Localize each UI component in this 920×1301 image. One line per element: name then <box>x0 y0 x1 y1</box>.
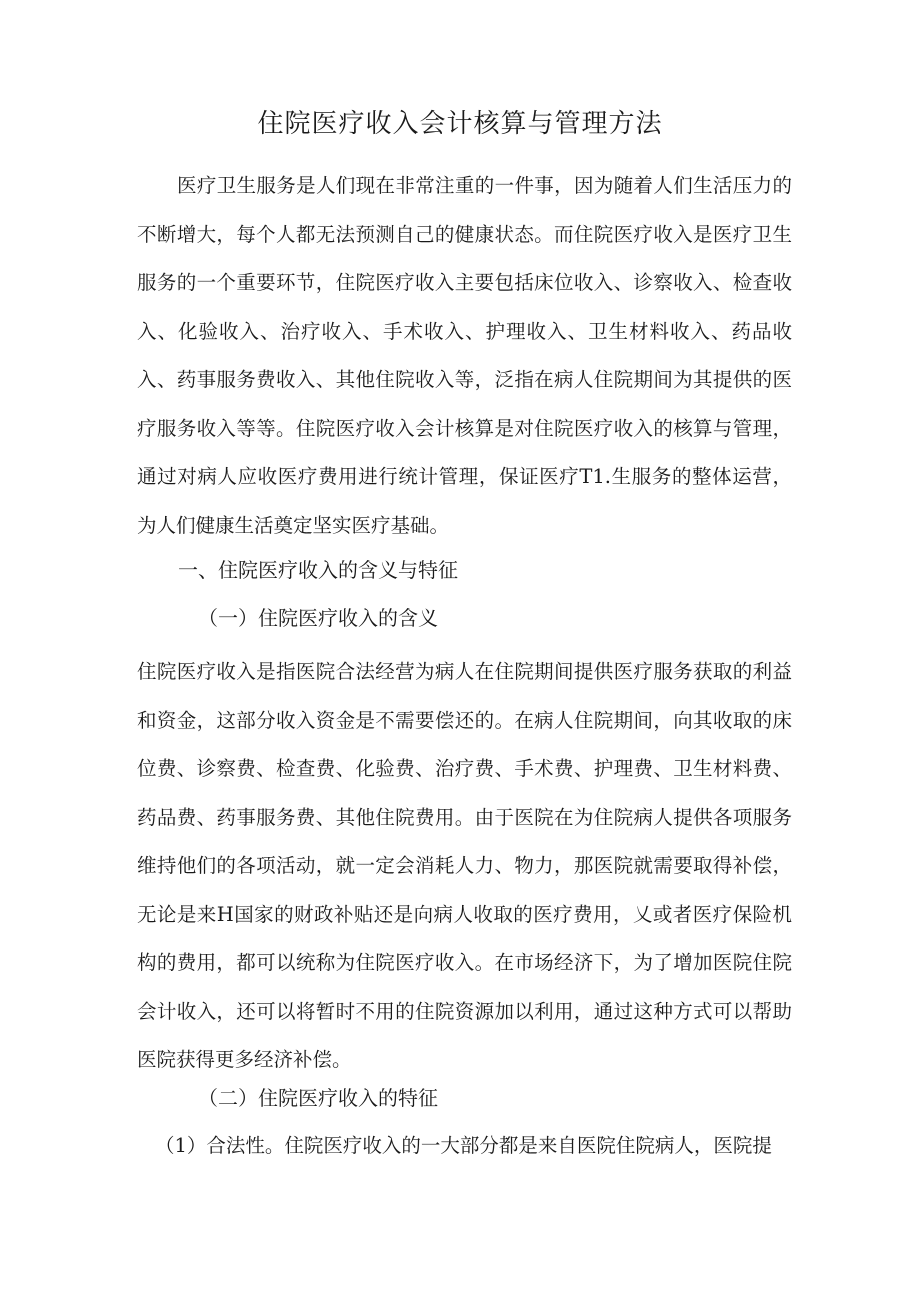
subsection-heading-meaning: （一）住院医疗收入的含义 <box>198 606 438 630</box>
subsection-heading-features: （二）住院医疗收入的特征 <box>198 1086 438 1110</box>
feature-item-paragraph: （1）合法性。住院医疗收入的一大部分都是来自医院住院病人，医院提 <box>155 1134 772 1157</box>
document-title: 住院医疗收入会计核算与管理方法 <box>257 109 663 139</box>
section-heading: 一、住院医疗收入的含义与特征 <box>178 558 458 582</box>
intro-paragraph: 医疗卫生服务是人们现在非常注重的一件事，因为随着人们生活压力的不断增大，每个人都无法预测自己的健康状态。而住院医疗收入是医疗卫生服务的一个重要环节，住院医疗收入主要包括床位收入、诊察收入、检查收入、化验收入、治疗收入、手术收入、护理收入、卫生材料收入、药品收入、药事服务费收入、其他住院收入等，泛指在病人住院期间为其提供的医疗服务收入等等。住院医疗收入会计核算是对住院医疗收入的核算与管理，通过对病人应收医疗费用进行统计管理，保证医疗T1.生服务的整体运营，为人们健康生活奠定坚实医疗基础。 <box>137 174 792 537</box>
meaning-paragraph: 住院医疗收入是指医院合法经营为病人在住院期间提供医疗服务获取的利益和资金，这部分收入资金是不需要偿还的。在病人住院期间，向其收取的床位费、诊察费、检查费、化验费、治疗费、手术费、护理费、卫生材料费、药品费、药事服务费、其他住院费用。由于医院在为住院病人提供各项服务维持他们的各项活动，就一定会消耗人力、物力，那医院就需要取得补偿，无论是来H国家的财政补贴还是向病人收取的医疗费用，乂或者医疗保险机构的费用，都可以统称为住院医疗收入。在市场经济下，为了增加医院住院会计收入，还可以将暂时不用的住院资源加以利用，通过这种方式可以帮助医院获得更多经济补偿。 <box>137 660 792 1071</box>
